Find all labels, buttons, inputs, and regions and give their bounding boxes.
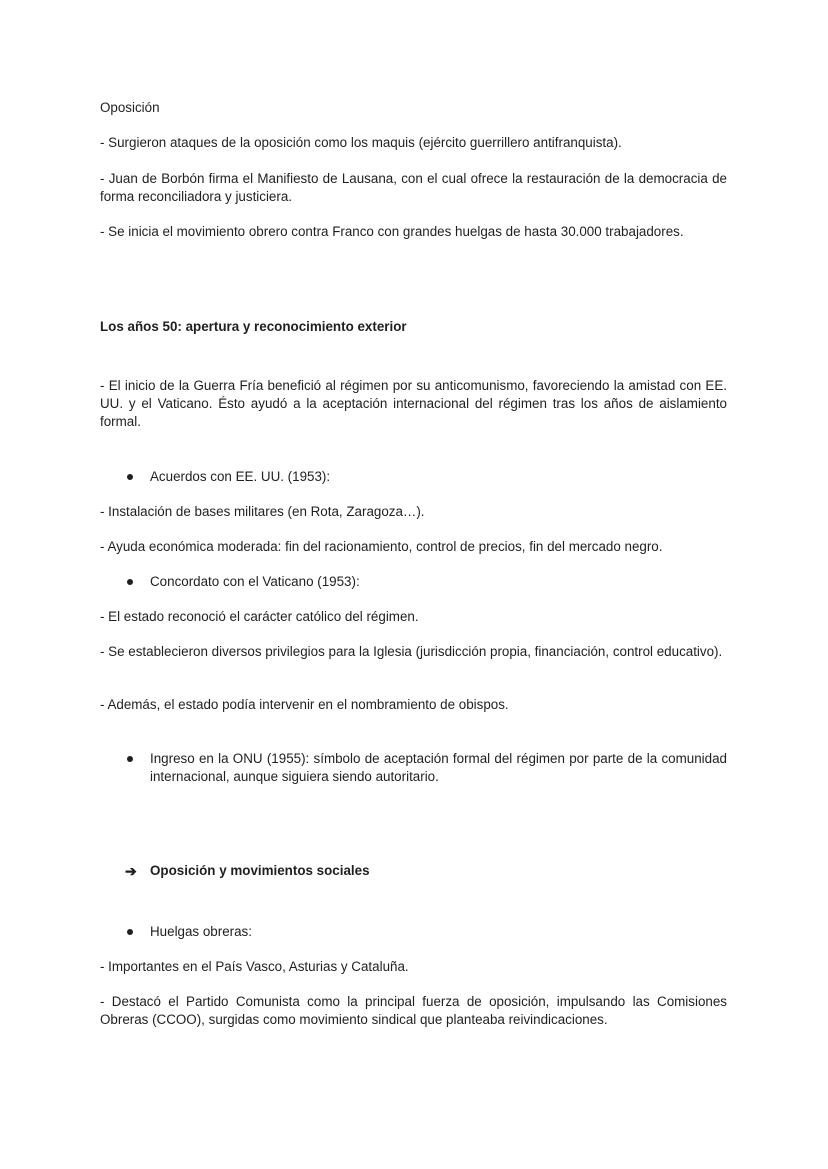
bullet-concordato: Concordato con el Vaticano (1953): — [150, 574, 360, 589]
paragraph-bases-militares: - Instalación de bases militares (en Rota, Zaragoza…). — [100, 504, 425, 519]
paragraph-ayuda-economica: - Ayuda económica moderada: fin del racionamiento, control de precios, fin del mercado negro. — [100, 539, 663, 554]
paragraph-lausana: - Juan de Borbón firma el Manifiesto de Lausana, con el cual ofrece la restauración de la democracia de forma reconciliadora y justiciera. — [100, 171, 727, 204]
bullet-dot — [127, 579, 133, 585]
section-title-oposicion: Oposición — [100, 100, 160, 115]
paragraph-obispos: - Además, el estado podía intervenir en el nombramiento de obispos. — [100, 697, 509, 712]
paragraph-maquis: - Surgieron ataques de la oposición como los maquis (ejército guerrillero antifranquista). — [100, 135, 622, 150]
bullet-ingreso-onu: Ingreso en la ONU (1955): símbolo de aceptación formal del régimen por parte de la comunidad internacional, aunque siguiera siendo autoritario. — [150, 751, 727, 784]
heading-anos-50: Los años 50: apertura y reconocimiento exterior — [100, 319, 407, 334]
bullet-huelgas-obreras: Huelgas obreras: — [150, 924, 252, 939]
paragraph-privilegios-iglesia: - Se establecieron diversos privilegios para la Iglesia (jurisdicción propia, financiación, control educativo). — [100, 644, 723, 659]
paragraph-regiones-huelgas: - Importantes en el País Vasco, Asturias y Cataluña. — [100, 959, 409, 974]
bullet-dot — [127, 756, 133, 762]
paragraph-guerra-fria: - El inicio de la Guerra Fría benefició al régimen por su anticomunismo, favoreciendo la amistad con EE. UU. y el Vaticano. Ésto ayudó a la aceptación internacional del régimen tras los años de aislamiento formal. — [100, 378, 727, 429]
bullet-acuerdos-eeuu: Acuerdos con EE. UU. (1953): — [150, 469, 331, 484]
bullet-dot — [127, 929, 133, 935]
paragraph-caracter-catolico: - El estado reconoció el carácter católico del régimen. — [100, 609, 419, 624]
heading-oposicion-movimientos: Oposición y movimientos sociales — [150, 863, 370, 878]
arrow-icon: ➔ — [125, 863, 137, 879]
bullet-dot — [127, 474, 133, 480]
paragraph-partido-comunista: - Destacó el Partido Comunista como la principal fuerza de oposición, impulsando las Comisiones Obreras (CCOO), surgidas como movimiento sindical que planteaba reivindicaciones. — [100, 994, 727, 1027]
paragraph-movimiento-obrero: - Se inicia el movimiento obrero contra Franco con grandes huelgas de hasta 30.000 trabajadores. — [100, 224, 684, 239]
